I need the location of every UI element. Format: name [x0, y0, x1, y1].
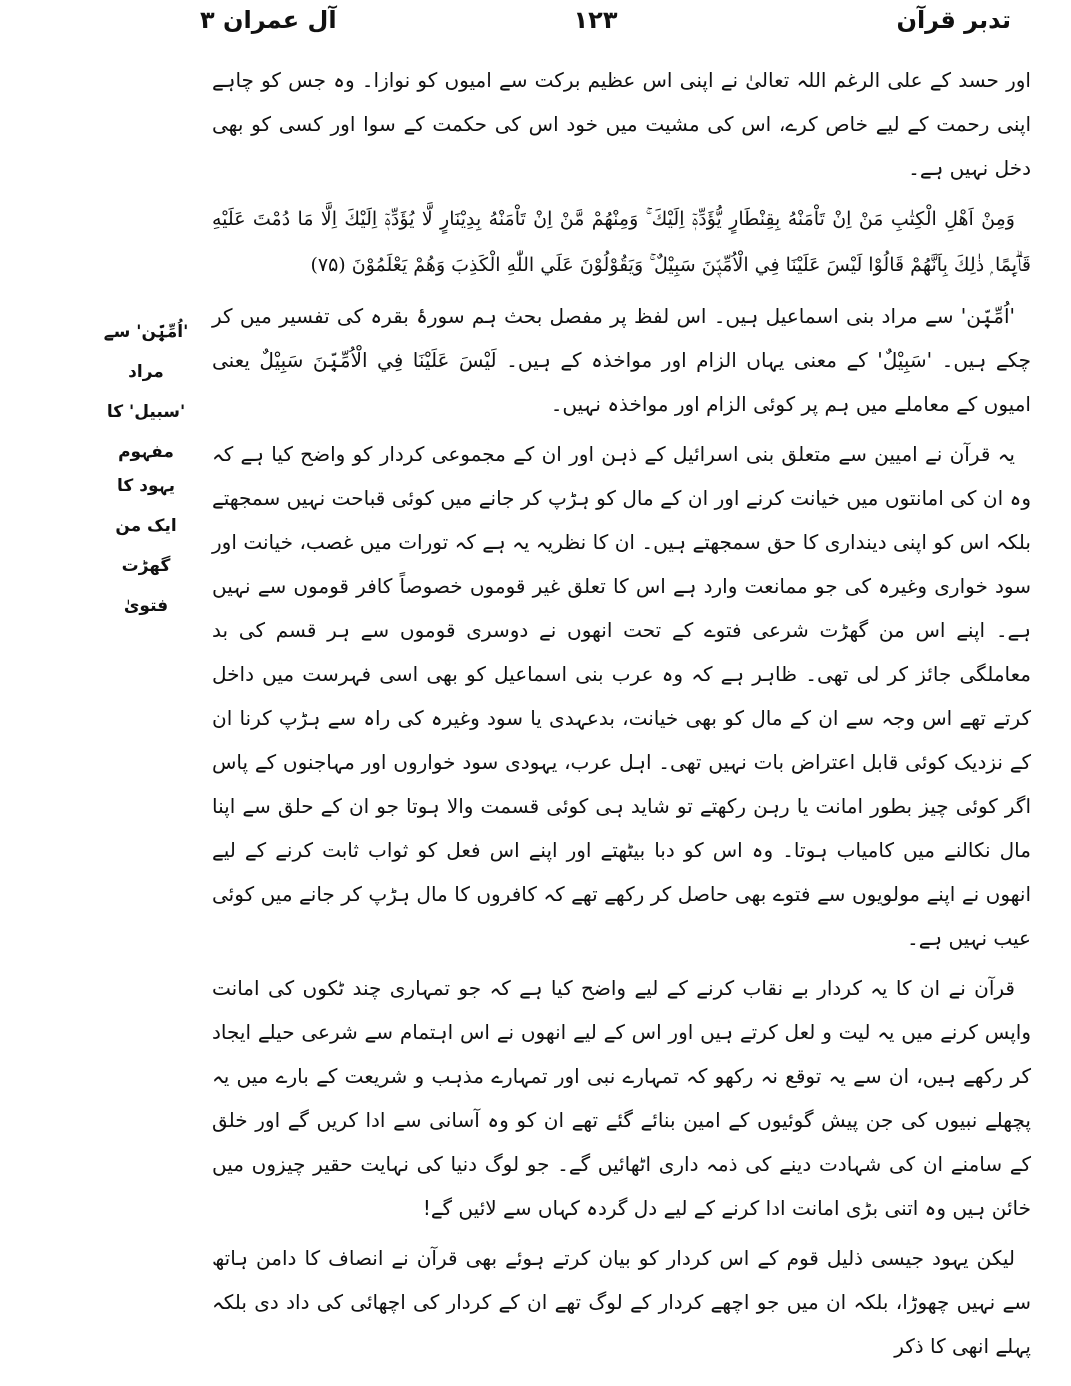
page-header — [180, 6, 1011, 46]
book-title: تدبر قرآن — [896, 6, 1011, 34]
quran-verse: وَمِنْ اَهْلِ الْكِتٰبِ مَنْ اِنْ تَاْمَنْهُ بِقِنْطَارٍ يُّؤَدِّهٖٓ اِلَيْكَ ۚ وَمِنْهُمْ مَّنْ اِنْ تَاْمَنْهُ بِدِيْنَارٍ لَّا يُؤَدِّهٖٓ اِلَيْكَ اِلَّا مَا دُمْتَ عَلَيْهِ قَاۗىِٕمًا ۭ ذٰلِكَ بِاَنَّھُمْ قَالُوْا لَيْسَ عَلَيْنَا فِي الْاُمِّيّٖنَ سَبِيْلٌ ۚ وَيَقُوْلُوْنَ عَلَي اللّٰهِ الْكَذِبَ وَھُمْ يَعْلَمُوْنَ (۷۵) — [212, 208, 1031, 276]
margin-note-fatwa: یہود کا ایک من گھڑت فتویٰ — [115, 476, 177, 616]
paragraph: قرآن نے ان کا یہ کردار بے نقاب کرنے کے لیے واضح کیا ہے کہ جو تمہاری چند ٹکوں کی امانت واپس کرنے میں یہ لیت و لعل کرتے ہیں اور اس کے لیے انھوں نے اس اہتمام سے شرعی حیلے ایجاد کر رکھے ہیں، ان سے یہ توقع نہ رکھو کہ تمہارے نبی اور تمہارے مذہب و شریعت کے بارے میں یہ پچھلے نبیوں کی جن پیش گوئیوں کے امین بنائے گئے تھے ان کو وہ آسانی سے ادا کریں گے اور خلق کے سامنے ان کی شہادت دینے کی ذمہ داری اٹھائیں گے۔ جو لوگ دنیا کی نہایت حقیر چیزوں میں خائن ہیں وہ اتنی بڑی امانت ادا کرنے کے لیے دل گردہ کہاں سے لائیں گے! — [212, 976, 1031, 1220]
margin-note-ummiyyin: 'اُمِّیّٖن' سے مراد 'سبیل' کا مفہوم — [103, 322, 189, 462]
paragraph: یہ قرآن نے امیین سے متعلق بنی اسرائیل کے ذہن اور ان کے مجموعی کردار کو واضح کیا ہے کہ وہ ان کی امانتوں میں خیانت کرنے اور ان کے مال کو ہڑپ کر جانے میں کوئی قباحت نہیں سمجھتے بلکہ اس کو اپنی دینداری کا حق سمجھتے ہیں۔ ان کا نظریہ یہ ہے کہ تورات میں غصب، خیانت اور سود خواری وغیرہ کی جو ممانعت وارد ہے اس کا تعلق غیر قوموں خصوصاً کافر قوموں سے نہیں ہے۔ اپنے اس من گھڑت شرعی فتوے کے تحت انھوں نے دوسری قوموں سے ہر قسم کی بد معاملگی جائز کر لی تھی۔ ظاہر ہے کہ وہ عرب بنی اسماعیل کو بھی اسی فہرست میں داخل کرتے تھے اس وجہ سے ان کے مال کو بھی خیانت، بدعہدی یا سود وغیرہ کی راہ سے ہڑپ کرنا ان کے نزدیک کوئی قابل اعتراض بات نہیں تھی۔ اہل عرب، یہودی سود خواروں اور مہاجنوں کے پاس اگر کوئی چیز بطور امانت یا رہن رکھتے تو شاید ہی کوئی قسمت والا ہوتا جو ان کے حلق سے اپنا مال نکالنے میں کامیاب ہوتا۔ وہ اس کو دبا بیٹھتے اور اپنے اس فعل کو ثواب ثابت کرنے کے لیے انھوں نے اپنے مولویوں سے فتوے بھی حاصل کر رکھے تھے کہ کافروں کا مال ہڑپ کر جانے میں کوئی عیب نہیں ہے۔ — [212, 442, 1032, 950]
paragraph: لیکن یہود جیسی ذلیل قوم کے اس کردار کو بیان کرتے ہوئے بھی قرآن نے انصاف کا دامن ہاتھ سے نہیں چھوڑا، بلکہ ان میں جو اچھے کردار کے لوگ تھے ان کے کردار کی اچھائی کی داد دی بلکہ پہلے انھی کا ذکر — [212, 1246, 1031, 1358]
paragraph: 'اُمِّیّٖن' سے مراد بنی اسماعیل ہیں۔ اس لفظ پر مفصل بحث ہم سورۂ بقرہ کی تفسیر میں کر چکے ہیں۔ 'سَبِيْلٌ' کے معنی یہاں الزام اور مواخذہ کے ہیں۔ لَيْسَ عَلَيْنَا فِي الْاُمِّيّٖنَ سَبِيْلٌ یعنی امیوں کے معاملے میں ہم پر کوئی الزام اور مواخذہ نہیں۔ — [212, 304, 1031, 416]
page-number: ۱۲۳ — [573, 6, 618, 34]
page-body — [212, 58, 1031, 1374]
surah-name: آل عمران ۳ — [200, 6, 337, 34]
paragraph: اور حسد کے علی الرغم اللہ تعالیٰ نے اپنی اس عظیم برکت سے امیوں کو نوازا۔ وہ جس کو چاہے اپنی رحمت کے لیے خاص کرے، اس کی مشیت میں خود اس کی حکمت کے سوا اور کسی کو بھی دخل نہیں ہے۔ — [212, 68, 1031, 180]
